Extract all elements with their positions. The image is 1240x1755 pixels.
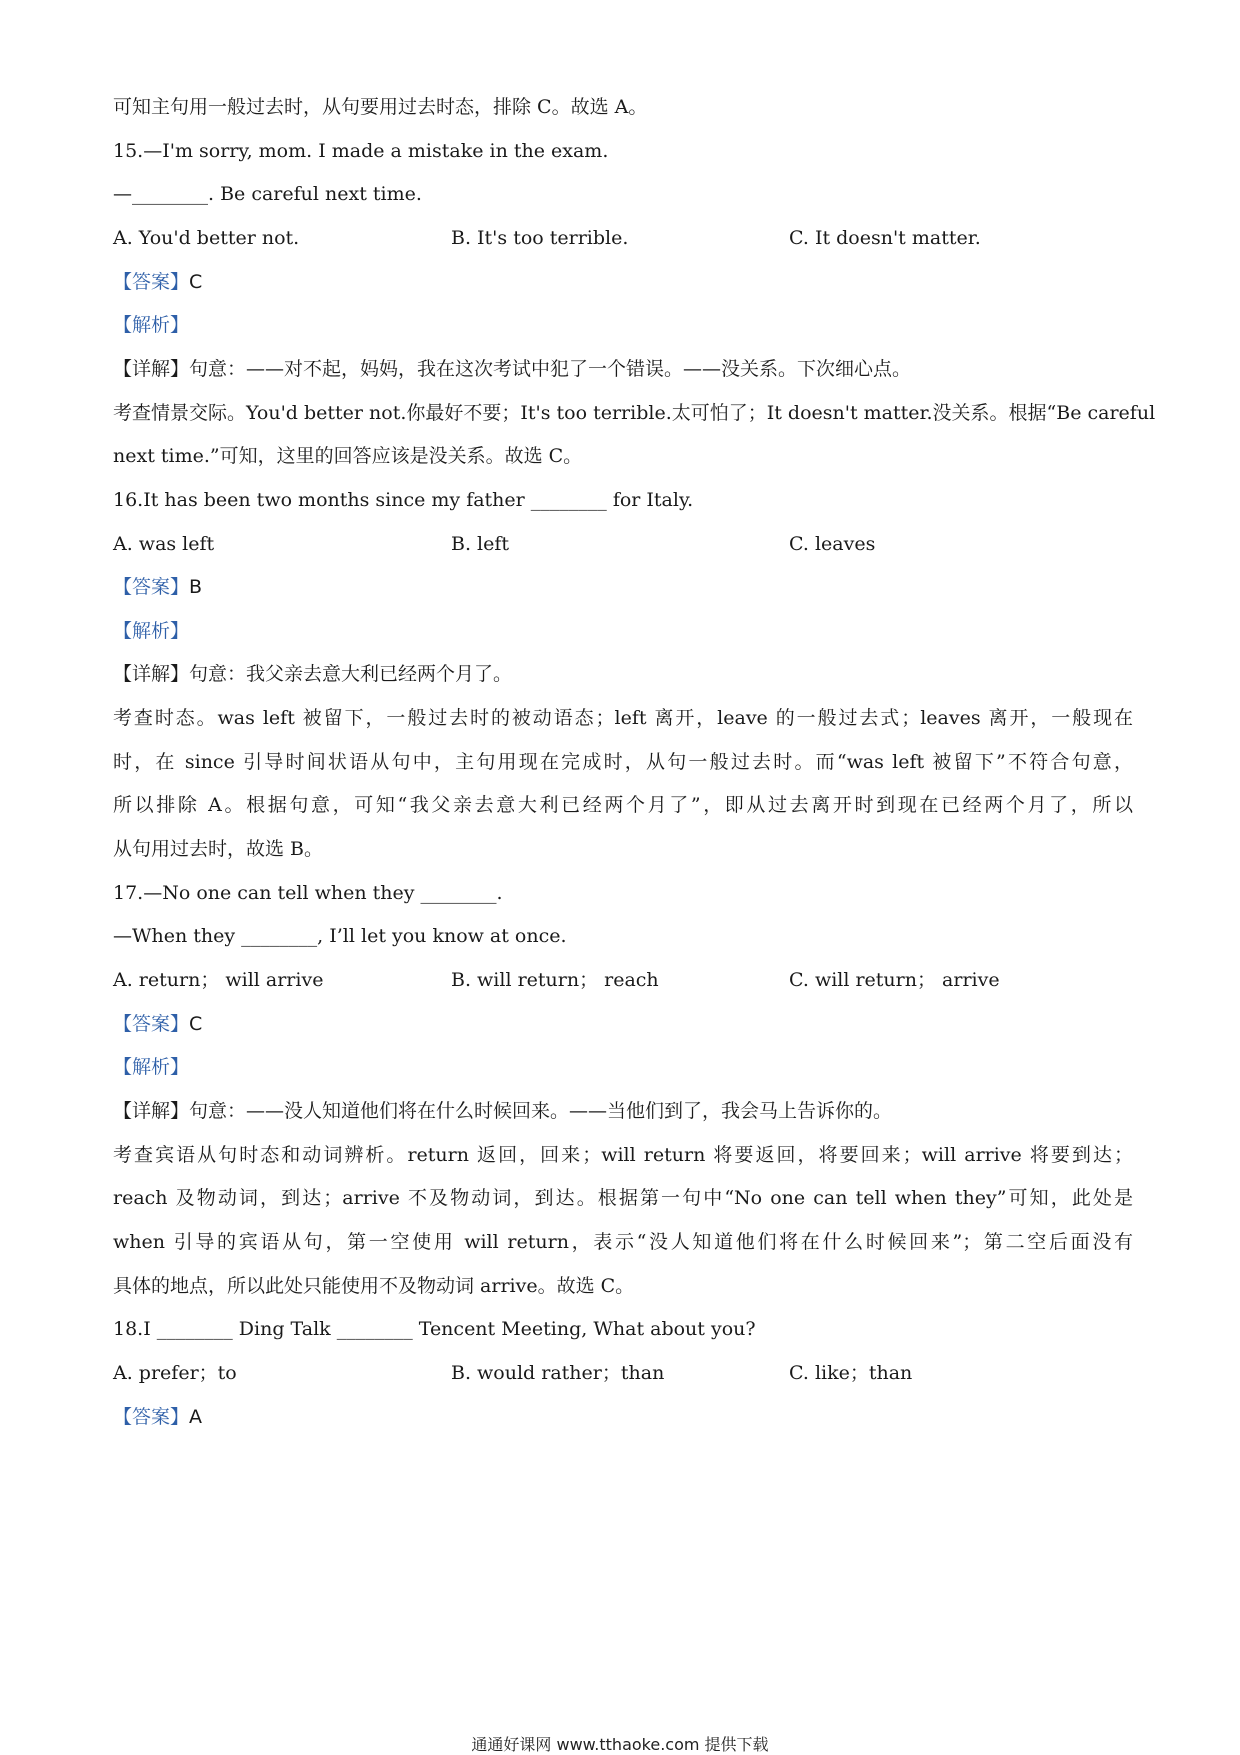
answer-tag: 【答案】 xyxy=(113,1406,190,1428)
text-line: 可知主句用一般过去时，从句要用过去时态，排除 C。故选 A。 xyxy=(113,96,648,118)
analysis-tag: 【解析】 xyxy=(113,620,190,642)
page-footer: 通通好课网 www.tthaoke.com 提供下载 xyxy=(471,1735,769,1754)
text-line: 考查时态。was left 被留下，一般过去时的被动语态；left 离开，leave 的一般过去式；leaves 离开，一般现在 xyxy=(113,707,1133,729)
detail-line xyxy=(113,356,1133,382)
option-b: B. left xyxy=(451,533,510,555)
answer-tag: 【答案】 xyxy=(113,271,190,293)
text-line: 15.—I'm sorry, mom. I made a mistake in the exam. xyxy=(113,140,609,162)
detail-tag: 【详解】 xyxy=(113,663,190,685)
option-a: A. return； will arrive xyxy=(113,969,324,991)
analysis-tag: 【解析】 xyxy=(113,1056,190,1078)
detail-tag: 【详解】 xyxy=(113,1100,190,1122)
text-line: 考查情景交际。You'd better not.你最好不要；It's too terrible.太可怕了；It doesn't matter.没关系。根据“Be careful xyxy=(113,402,1156,424)
analysis-tag: 【解析】 xyxy=(113,314,190,336)
answer-value: C xyxy=(189,1013,203,1035)
detail-text: 句意：——没人知道他们将在什么时候回来。——当他们到了，我会马上告诉你的。 xyxy=(189,1100,893,1122)
answer-tag: 【答案】 xyxy=(113,576,190,598)
option-c: C. leaves xyxy=(789,533,876,555)
text-line: 所以排除 A。根据句意，可知“我父亲去意大利已经两个月了”，即从过去离开时到现在已经两个月了，所以 xyxy=(113,794,1133,816)
analysis-line xyxy=(113,618,1133,644)
option-b: B. would rather；than xyxy=(451,1362,665,1384)
analysis-line xyxy=(113,312,1133,338)
answer-value: A xyxy=(189,1406,203,1428)
option-c: C. It doesn't matter. xyxy=(789,227,981,249)
answer-line xyxy=(113,574,1133,600)
answer-value: C xyxy=(189,271,203,293)
detail-text: 句意：我父亲去意大利已经两个月了。 xyxy=(189,663,513,685)
text-line: 16.It has been two months since my father ________ for Italy. xyxy=(113,489,694,511)
text-line: reach 及物动词，到达；arrive 不及物动词，到达。根据第一句中“No one can tell when they”可知，此处是 xyxy=(113,1187,1133,1209)
option-a: A. prefer；to xyxy=(113,1362,237,1384)
text-line: —When they ________, I’ll let you know at once. xyxy=(113,925,567,947)
detail-text: 句意：——对不起，妈妈，我在这次考试中犯了一个错误。——没关系。下次细心点。 xyxy=(189,358,912,380)
text-line: 具体的地点，所以此处只能使用不及物动词 arrive。故选 C。 xyxy=(113,1275,635,1297)
text-line: 从句用过去时，故选 B。 xyxy=(113,838,324,860)
answer-line xyxy=(113,1404,1133,1430)
text-line: 18.I ________ Ding Talk ________ Tencent Meeting, What about you? xyxy=(113,1318,756,1340)
text-line: 17.—No one can tell when they ________. xyxy=(113,882,503,904)
option-a: A. was left xyxy=(113,533,215,555)
answer-line xyxy=(113,1011,1133,1037)
option-c: C. like；than xyxy=(789,1362,913,1384)
option-b: B. It's too terrible. xyxy=(451,227,629,249)
answer-line xyxy=(113,269,1133,295)
analysis-line xyxy=(113,1054,1133,1080)
option-a: A. You'd better not. xyxy=(113,227,300,249)
answer-tag: 【答案】 xyxy=(113,1013,190,1035)
text-line: next time.”可知，这里的回答应该是没关系。故选 C。 xyxy=(113,445,583,467)
detail-line xyxy=(113,1098,1133,1124)
text-line: 考查宾语从句时态和动词辨析。return 返回，回来；will return 将要返回，将要回来；will arrive 将要到达； xyxy=(113,1144,1133,1166)
text-line: when 引导的宾语从句，第一空使用 will return，表示“没人知道他们将在什么时候回来”；第二空后面没有 xyxy=(113,1231,1133,1253)
detail-line xyxy=(113,661,1133,687)
text-line: —________. Be careful next time. xyxy=(113,183,422,205)
detail-tag: 【详解】 xyxy=(113,358,190,380)
option-c: C. will return； arrive xyxy=(789,969,1000,991)
answer-value: B xyxy=(189,576,203,598)
text-line: 时，在 since 引导时间状语从句中，主句用现在完成时，从句一般过去时。而“was left 被留下”不符合句意， xyxy=(113,751,1133,773)
option-b: B. will return； reach xyxy=(451,969,659,991)
